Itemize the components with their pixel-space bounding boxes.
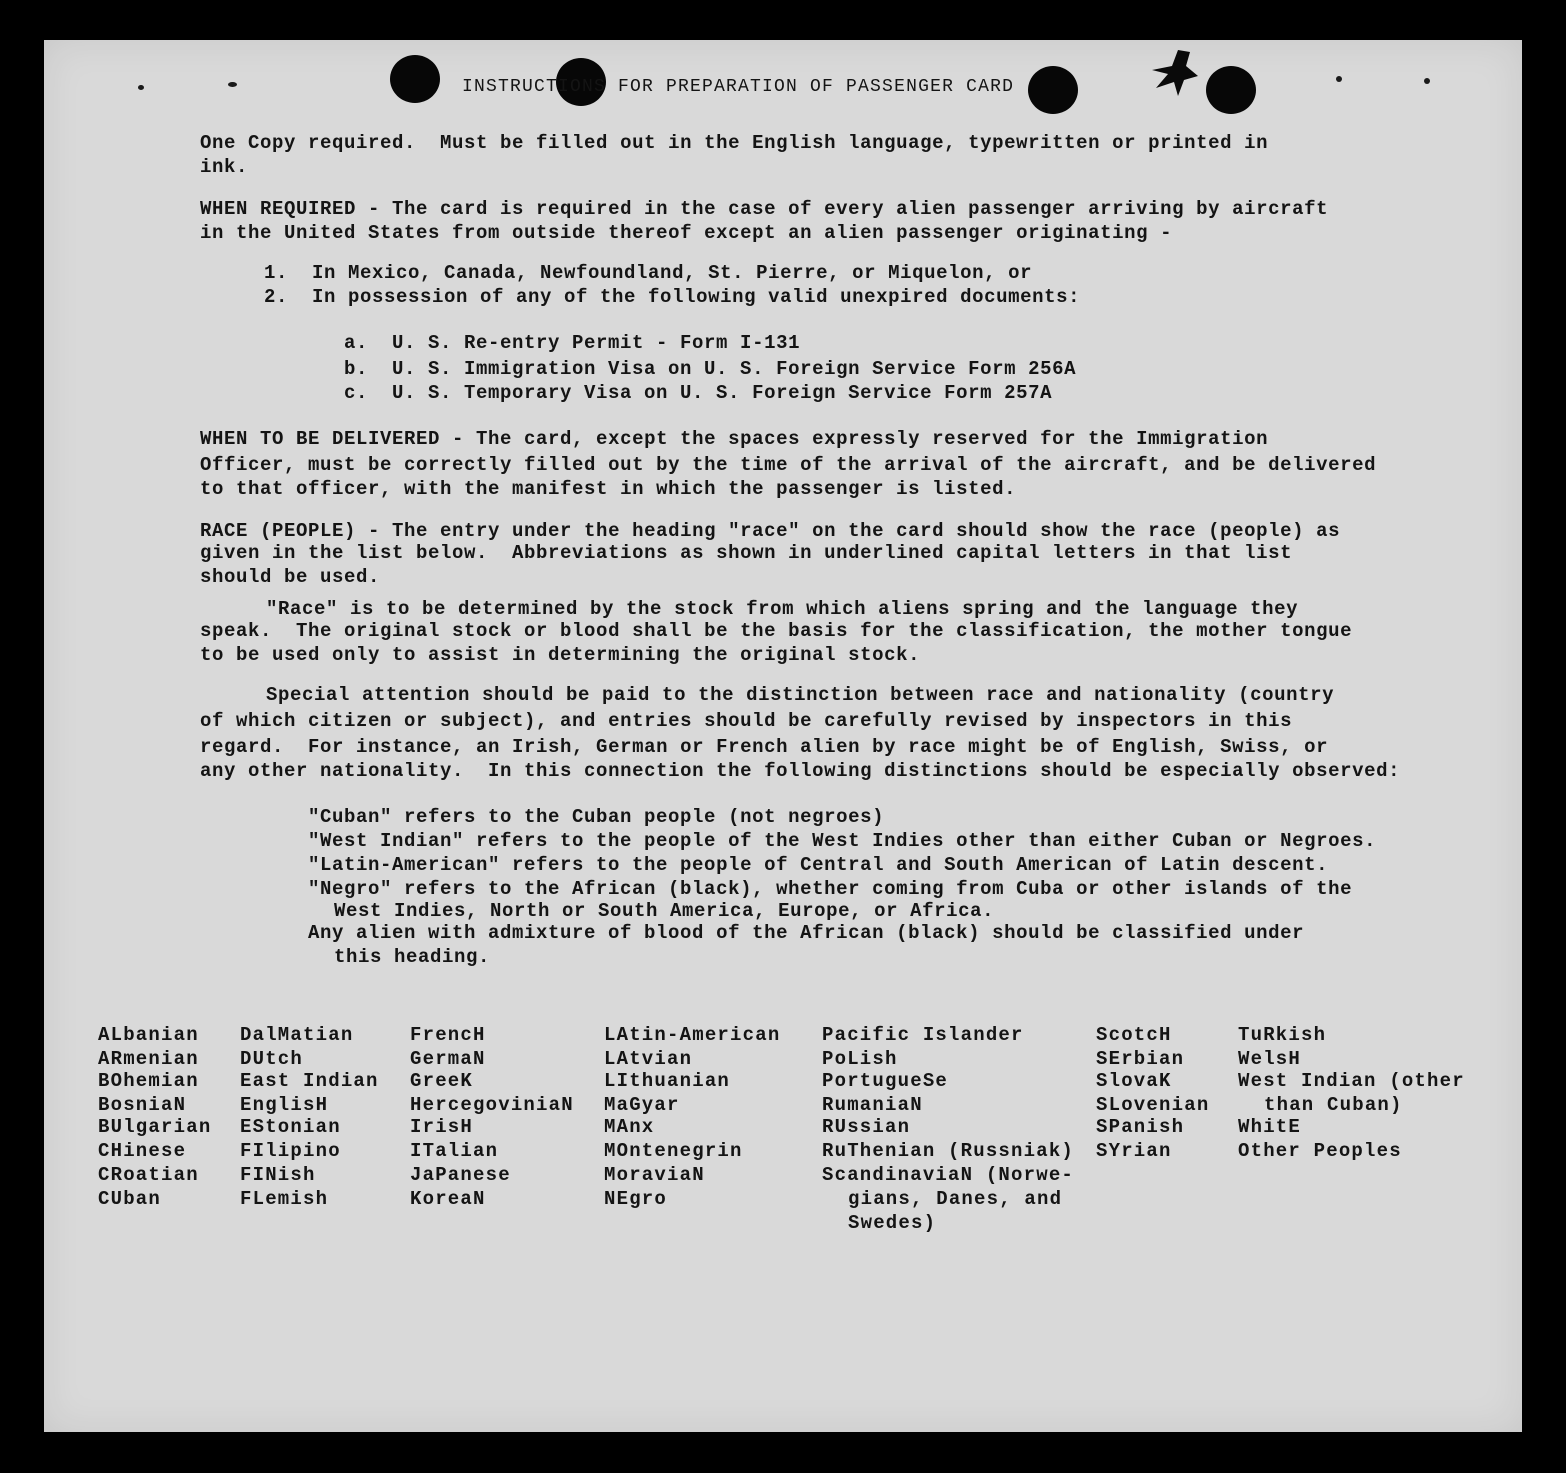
instruction-line: to be used only to assist in determining the original stock.: [200, 644, 921, 666]
instruction-line: this heading.: [334, 946, 491, 968]
instruction-line: c. U. S. Temporary Visa on U. S. Foreign Service Form 257A: [344, 382, 1053, 404]
race-entry: PoLish: [822, 1048, 898, 1070]
race-entry: LAtvian: [604, 1048, 693, 1070]
punch-hole-1: [390, 55, 440, 103]
race-entry: ARmenian: [98, 1048, 199, 1070]
race-entry: ScandinaviaN (Norwe-: [822, 1164, 1075, 1186]
race-entry: FrencH: [410, 1024, 486, 1046]
instruction-line: b. U. S. Immigration Visa on U. S. Foreign Service Form 256A: [344, 358, 1077, 380]
instruction-line: of which citizen or subject), and entries should be carefully revised by inspectors in this: [200, 710, 1293, 732]
race-entry: GermaN: [410, 1048, 486, 1070]
instruction-line: 1. In Mexico, Canada, Newfoundland, St. Pierre, or Miquelon, or: [264, 262, 1033, 284]
instruction-line: "Latin-American" refers to the people of Central and South American of Latin descent.: [308, 854, 1329, 876]
race-entry: FLemish: [240, 1188, 329, 1210]
race-entry: WhitE: [1238, 1116, 1302, 1138]
race-entry: DalMatian: [240, 1024, 354, 1046]
race-entry: CHinese: [98, 1140, 187, 1162]
race-entry: CRoatian: [98, 1164, 199, 1186]
instruction-line: West Indies, North or South America, Europe, or Africa.: [334, 900, 995, 922]
instruction-line: One Copy required. Must be filled out in the English language, typewritten or printed in: [200, 132, 1269, 154]
race-entry: MOntenegrin: [604, 1140, 743, 1162]
race-entry: SErbian: [1096, 1048, 1185, 1070]
ink-blot: [1148, 46, 1218, 106]
race-entry: NEgro: [604, 1188, 668, 1210]
instruction-line: in the United States from outside thereof except an alien passenger originating -: [200, 222, 1173, 244]
race-entry: SlovaK: [1096, 1070, 1172, 1092]
instruction-line: RACE (PEOPLE) - The entry under the heading "race" on the card should show the race (people) as: [200, 520, 1341, 542]
race-entry: BosniaN: [98, 1094, 187, 1116]
punch-hole-3: [1028, 66, 1078, 114]
instruction-line: "Race" is to be determined by the stock from which aliens spring and the language they: [266, 598, 1299, 620]
race-entry: ScotcH: [1096, 1024, 1172, 1046]
page-title: INSTRUCTIONS FOR PREPARATION OF PASSENGER CARD: [462, 77, 1015, 97]
race-entry: MaGyar: [604, 1094, 680, 1116]
instruction-line: a. U. S. Re-entry Permit - Form I-131: [344, 332, 801, 354]
instruction-line: Any alien with admixture of blood of the African (black) should be classified under: [308, 922, 1305, 944]
race-entry: SYrian: [1096, 1140, 1172, 1162]
instruction-line: regard. For instance, an Irish, German or French alien by race might be of English, Swiss, or: [200, 736, 1329, 758]
race-entry: ALbanian: [98, 1024, 199, 1046]
race-entry: Swedes): [848, 1212, 937, 1234]
race-entry: than Cuban): [1264, 1094, 1403, 1116]
race-entry: West Indian (other: [1238, 1070, 1465, 1092]
race-entry: WelsH: [1238, 1048, 1302, 1070]
race-entry: CUban: [98, 1188, 162, 1210]
race-entry: SLovenian: [1096, 1094, 1210, 1116]
race-entry: Other Peoples: [1238, 1140, 1402, 1162]
document-page: [44, 40, 1522, 1432]
race-entry: EnglisH: [240, 1094, 329, 1116]
race-entry: IrisH: [410, 1116, 474, 1138]
race-entry: DUtch: [240, 1048, 304, 1070]
race-entry: LIthuanian: [604, 1070, 731, 1092]
race-entry: RuThenian (Russniak): [822, 1140, 1075, 1162]
race-entry: KoreaN: [410, 1188, 486, 1210]
instruction-line: "Cuban" refers to the Cuban people (not negroes): [308, 806, 885, 828]
instruction-line: Special attention should be paid to the distinction between race and nationality (country: [266, 684, 1335, 706]
race-entry: HercegoviniaN: [410, 1094, 574, 1116]
instruction-line: WHEN REQUIRED - The card is required in the case of every alien passenger arriving by aircraft: [200, 198, 1329, 220]
race-entry: RUssian: [822, 1116, 911, 1138]
race-entry: SPanish: [1096, 1116, 1185, 1138]
race-entry: TuRkish: [1238, 1024, 1327, 1046]
instruction-line: WHEN TO BE DELIVERED - The card, except the spaces expressly reserved for the Immigration: [200, 428, 1269, 450]
race-entry: Pacific Islander: [822, 1024, 1024, 1046]
race-entry: MoraviaN: [604, 1164, 705, 1186]
race-entry: EStonian: [240, 1116, 341, 1138]
instruction-line: ink.: [200, 156, 249, 178]
race-entry: gians, Danes, and: [848, 1188, 1063, 1210]
instruction-line: to that officer, with the manifest in which the passenger is listed.: [200, 478, 1017, 500]
race-entry: East Indian: [240, 1070, 379, 1092]
race-entry: PortugueSe: [822, 1070, 949, 1092]
race-entry: GreeK: [410, 1070, 474, 1092]
race-entry: FINish: [240, 1164, 316, 1186]
instruction-line: 2. In possession of any of the following valid unexpired documents:: [264, 286, 1081, 308]
instruction-line: given in the list below. Abbreviations as shown in underlined capital letters in that list: [200, 542, 1293, 564]
race-entry: BUlgarian: [98, 1116, 212, 1138]
instruction-line: any other nationality. In this connection the following distinctions should be especially observed:: [200, 760, 1401, 782]
race-entry: BOhemian: [98, 1070, 199, 1092]
race-entry: FIlipino: [240, 1140, 341, 1162]
instruction-line: should be used.: [200, 566, 381, 588]
race-entry: ITalian: [410, 1140, 499, 1162]
race-entry: LAtin-American: [604, 1024, 781, 1046]
instruction-line: speak. The original stock or blood shall be the basis for the classification, the mother tongue: [200, 620, 1353, 642]
race-entry: RumaniaN: [822, 1094, 923, 1116]
race-entry: JaPanese: [410, 1164, 511, 1186]
race-entry: MAnx: [604, 1116, 655, 1138]
instruction-line: "Negro" refers to the African (black), whether coming from Cuba or other islands of the: [308, 878, 1353, 900]
instruction-line: "West Indian" refers to the people of the West Indies other than either Cuban or Negroes.: [308, 830, 1377, 852]
instruction-line: Officer, must be correctly filled out by the time of the arrival of the aircraft, and be delivered: [200, 454, 1377, 476]
